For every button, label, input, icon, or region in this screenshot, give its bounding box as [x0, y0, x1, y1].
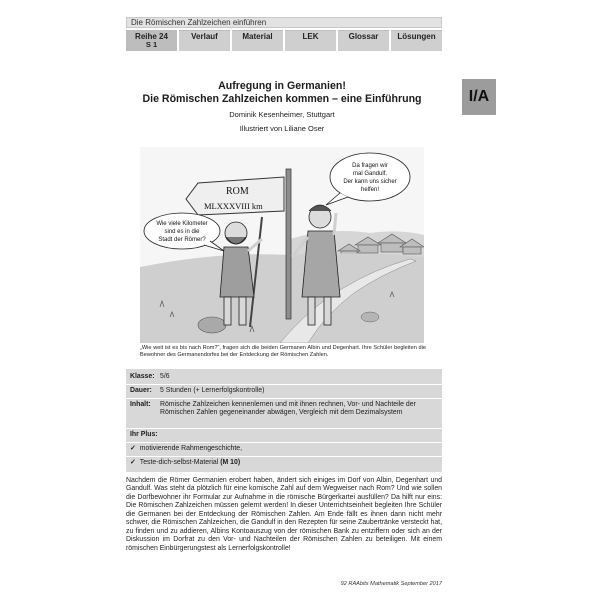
rock: [198, 317, 226, 333]
bubble-right-line-2: mal Gandulf.: [352, 171, 388, 177]
plus-item-1: [130, 445, 242, 453]
plus-item-1-text: motivierende Rahmengeschichte,: [139, 445, 243, 452]
illustrator: Illustriert von Liliane Oser: [239, 124, 325, 133]
bubble-left-line-2: sind es in die: [164, 229, 200, 235]
cartoon-svg: [140, 147, 424, 343]
nav-tab-loesungen[interactable]: [391, 30, 442, 51]
plus-item-2: [130, 459, 240, 467]
divider: [126, 428, 442, 429]
info-box: [126, 369, 442, 472]
page-title: [126, 80, 438, 106]
inhalt-value: Römische Zahlzeichen kennenlernen und mit ihnen rechnen, Vor- und Nachteile der Römischen Zahlen gegeneinander abwägen, Vergleich mit dem Dezimalsystem: [160, 401, 416, 417]
section-nav: [126, 30, 442, 51]
plus-item-2-text: Teste-dich-selbst-Material: [139, 459, 219, 466]
sign-text-rom: ROM: [226, 186, 249, 197]
sign-text-distance: MLXXXVIII km: [204, 201, 263, 211]
nav-tab-loesungen-label: Lösungen: [397, 32, 436, 41]
plus-item-2-ref: (M 10): [220, 459, 241, 466]
divider: [126, 456, 442, 457]
nav-tab-material-label: Material: [242, 32, 273, 41]
check-icon: ✓: [130, 459, 136, 466]
chapter-tab: I/A: [462, 79, 496, 115]
bubble-right-line-1: Da fragen wir: [352, 163, 388, 169]
nav-tab-reihe-label: Reihe 24: [135, 32, 168, 41]
nav-tab-lek[interactable]: [285, 30, 336, 51]
nav-tab-verlauf-label: Verlauf: [191, 32, 218, 41]
bubble-left-line-1: Wie viele Kilometer: [156, 221, 208, 227]
nav-tab-glossar-label: Glossar: [348, 32, 379, 41]
nav-tab-reihe-sub: S 1: [145, 40, 158, 49]
klasse-value: 5/6: [160, 373, 170, 380]
nav-tab-material[interactable]: [232, 30, 283, 51]
inhalt-label: Inhalt:: [130, 401, 151, 408]
divider: [126, 384, 442, 385]
series-title: Die Römischen Zahlzeichen einführen: [126, 17, 442, 28]
bubble-right-line-4: helfen!: [360, 187, 380, 193]
author: Dominik Kesenheimer, Stuttgart: [229, 110, 335, 119]
title-line-1: Aufregung in Germanien!: [218, 80, 346, 92]
title-line-2: Die Römischen Zahlzeichen kommen – eine Einführung: [142, 93, 422, 105]
nav-tab-glossar[interactable]: [338, 30, 389, 51]
bubble-left-line-3: Stadt der Römer?: [158, 237, 206, 243]
illustration-caption: „Wie weit ist es bis nach Rom?“, fragen sich die beiden Germanen Albin und Degenhart. Ihre Schüler begleiten die Bewohner des Germanendorfes bei der Entdeckung der Römischen Zahlen.: [140, 345, 426, 358]
dauer-label: Dauer:: [130, 387, 152, 394]
nav-tab-verlauf[interactable]: [179, 30, 230, 51]
dauer-value: 5 Stunden (+ Lernerfolgskontrolle): [160, 387, 265, 394]
bubble-right-line-3: Der kann uns sicher: [343, 179, 397, 185]
plus-label: Ihr Plus:: [130, 431, 158, 438]
intro-paragraph: Nachdem die Römer Germanien erobert haben, ändert sich einiges im Dorf von Albin, Degenhart und Gandulf. Was steht da plötzlich für eine komische Zahl auf dem Wegweiser nach Rom? Und wie sollen die Dorfbewohner ihr Formular zur Aufnahme in die römische Bürgerkartei ausfüllen? Da hilft nur eins: Die Römischen Zahlzeichen müssen gelernt werden! In dieser Unterrichtseinheit begleiten Ihre Schüler die Germanen bei der Entdeckung der Römischen Zahlen. Am Ende fällt es ihnen dann nicht mehr schwer, die Römischen Zahlzeichen, die Gandulf in den Rezepten für seine Zaubertränke versteckt hat, zu finden und zu addieren, Albins Kontoauszug von der römischen Bank zu entziffern oder sich an der Diskussion im Dorfrat zu den Vor- und Nachteilen der Römischen Zahlen zu beteiligen. Mit einem römischen Einbürgerungstest als Lernerfolgskontrolle!: [126, 477, 442, 552]
divider: [126, 442, 442, 443]
check-icon: ✓: [130, 445, 136, 452]
cartoon-illustration: [140, 147, 424, 343]
nav-tab-lek-label: LEK: [302, 32, 319, 41]
nav-tab-reihe[interactable]: [126, 30, 177, 51]
klasse-label: Klasse:: [130, 373, 155, 380]
divider: [126, 398, 442, 399]
page-footer: 92 RAAbits Mathematik September 2017: [340, 581, 442, 587]
